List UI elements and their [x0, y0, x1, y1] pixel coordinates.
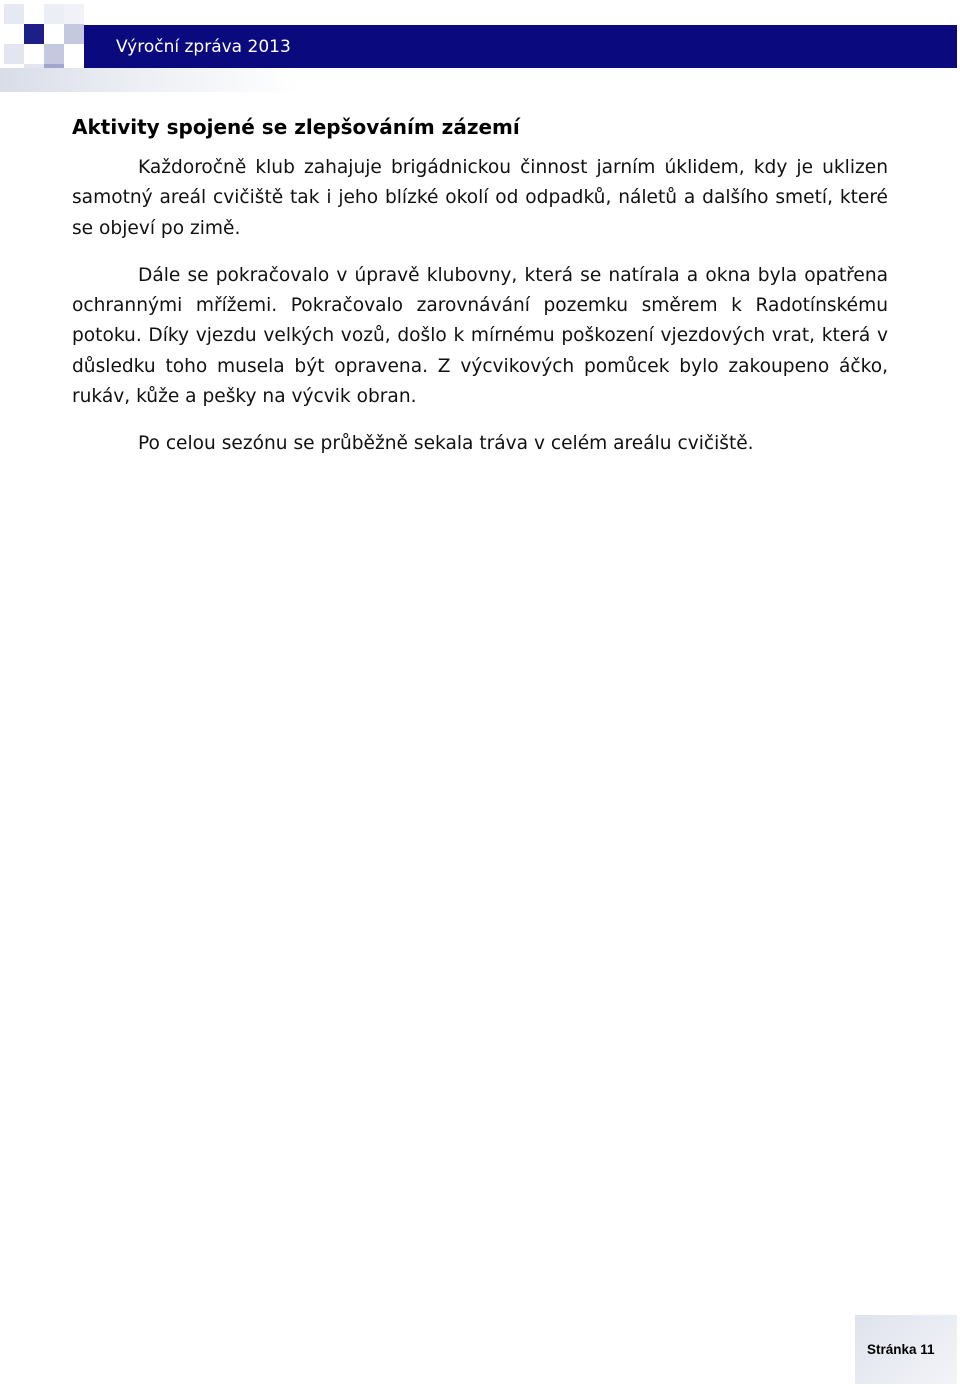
content-section [72, 113, 888, 460]
decor-square [4, 4, 24, 24]
document-title: Výroční zpráva 2013 [116, 37, 291, 57]
decor-square [4, 44, 24, 64]
decor-square [24, 24, 44, 44]
decor-square [44, 4, 64, 24]
paragraph: Každoročně klub zahajuje brigádnickou činnost jarním úklidem, kdy je uklizen samotný areál cvičiště tak i jeho blízké okolí od odpadků, náletů a dalšího smetí, které se objeví po zimě. [72, 157, 888, 239]
section-heading: Aktivity spojené se zlepšováním zázemí [72, 115, 520, 139]
page-number: Stránka 11 [867, 1342, 935, 1357]
decor-square [44, 44, 64, 64]
header-bar [84, 25, 957, 68]
paragraph: Dále se pokračovalo v úpravě klubovny, která se natírala a okna byla opatřena ochrannými mřížemi. Pokračovalo zarovnávání pozemku směrem k Radotínskému potoku. Díky vjezdu velkých vozů, došlo k mírnému poškození vjezdových vrat, která v důsledku toho musela být opravena. Z výcvikových pomůcek bylo zakoupeno áčko, rukáv, kůže a pešky na výcvik obran. [72, 264, 888, 408]
decor-square [64, 4, 84, 24]
decor-square [64, 24, 84, 44]
page-footer [855, 1315, 957, 1384]
paragraph: Po celou sezónu se průběžně sekala tráva v celém areálu cvičiště. [138, 433, 754, 455]
header-fade [0, 68, 300, 92]
